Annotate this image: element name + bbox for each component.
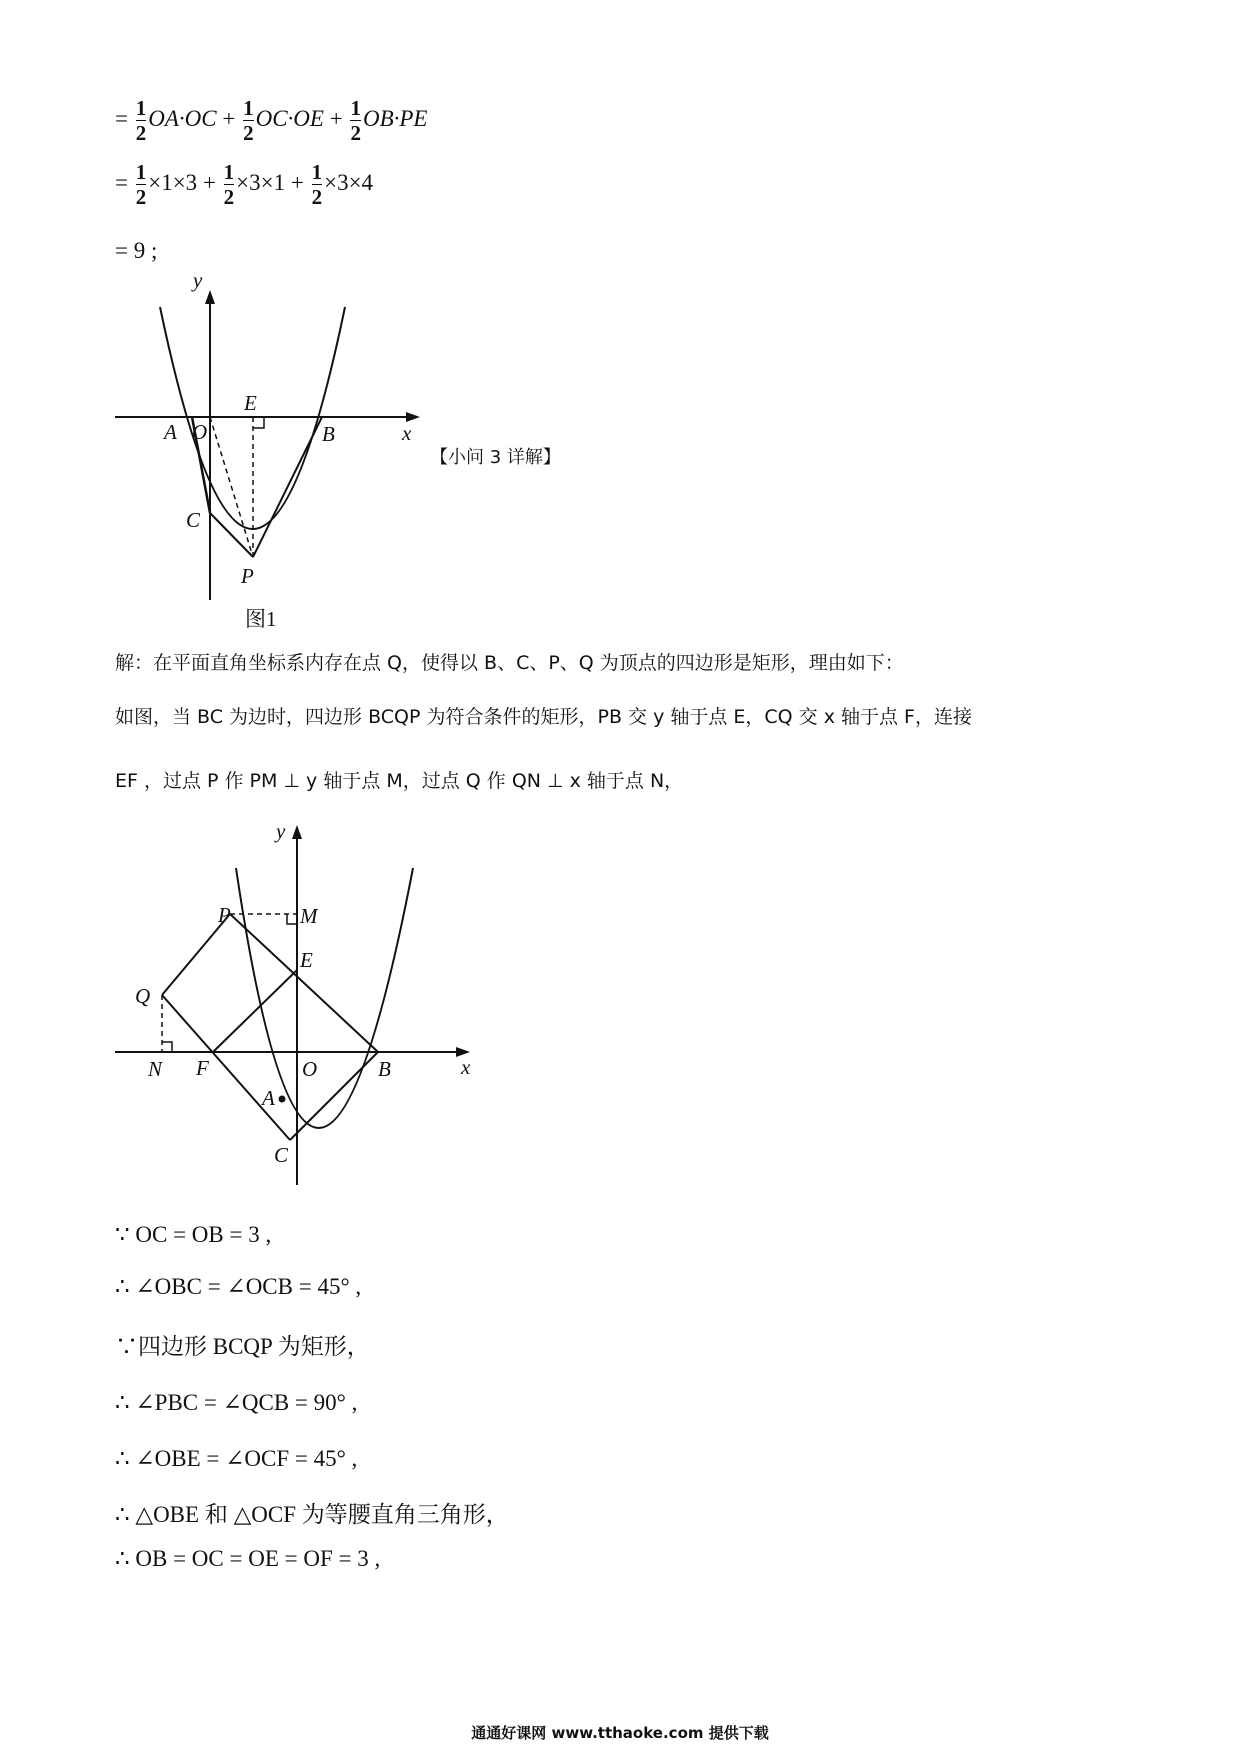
- solution-line-3: EF ，过点 P 作 PM ⊥ y 轴于点 M，过点 Q 作 QN ⊥ x 轴于点 N，: [115, 770, 684, 792]
- fraction-half: $\frac{1}{2}$: [243, 96, 254, 145]
- fig2-label-B: B: [378, 1057, 391, 1081]
- fig2-label-P: P: [218, 903, 231, 927]
- solution-line-2: 如图，当 BC 为边时，四边形 BCQP 为符合条件的矩形，PB 交 y 轴于点 E，CQ 交 x 轴于点 F，连接: [115, 706, 972, 728]
- fig2-label-M: M: [300, 904, 318, 928]
- formula-line-1: = $\frac{1}{2}$ OA·OC + $\frac{1}{2}$ OC·OE + $\frac{1}{2}$ OB·PE: [115, 96, 428, 145]
- fig1-label-B: B: [322, 422, 335, 446]
- fig1-label-y: y: [193, 268, 203, 292]
- fig1-y-arrow: [205, 290, 215, 304]
- step-1: ∵ OC = OB = 3 ,: [115, 1222, 272, 1247]
- fraction-half: $\frac{1}{2}$: [311, 160, 323, 209]
- fig1-label-O: O: [192, 420, 208, 444]
- step-7: ∴ OB = OC = OE = OF = 3 ,: [115, 1546, 381, 1571]
- term: OC·OE: [255, 105, 324, 131]
- fig1-right-angle-mark: [253, 417, 264, 428]
- figure-1-diagram: [100, 262, 440, 612]
- figure-2-diagram: [100, 815, 480, 1195]
- fig2-label-y: y: [276, 819, 286, 843]
- fig2-y-arrow: [292, 825, 302, 839]
- fig2-label-x: x: [461, 1055, 471, 1079]
- fig2-label-A: A: [262, 1086, 275, 1110]
- solution-line-1: 解：在平面直角坐标系内存在点 Q，使得以 B、C、P、Q 为顶点的四边形是矩形，理由如下：: [115, 652, 904, 674]
- fig2-point-A: [279, 1096, 286, 1103]
- equals-sign: =: [115, 105, 128, 131]
- fig1-label-x: x: [402, 421, 412, 445]
- fig1-segment-PB: [253, 417, 322, 557]
- fig2-label-N: N: [148, 1057, 163, 1081]
- fig2-label-F: F: [196, 1056, 209, 1080]
- fig1-label-P: P: [241, 564, 254, 588]
- fig1-label-E: E: [244, 391, 257, 415]
- fig2-segment-CQ: [162, 995, 290, 1140]
- fig2-label-E: E: [300, 948, 313, 972]
- step-4: ∴ ∠PBC = ∠QCB = 90° ,: [115, 1390, 358, 1415]
- step-6: ∴ △OBE 和 △OCF 为等腰直角三角形，: [115, 1502, 509, 1527]
- term: OB·PE: [362, 105, 428, 131]
- fig1-label-C: C: [186, 508, 201, 532]
- fig2-label-O: O: [302, 1057, 318, 1081]
- section-heading: 【小问 3 详解】: [430, 447, 561, 468]
- formula-line-2: = $\frac{1}{2}$ ×1×3 + $\frac{1}{2}$ ×3×1 + $\frac{1}{2}$ ×3×4: [115, 160, 374, 209]
- fraction-half: $\frac{1}{2}$: [135, 96, 147, 145]
- fig2-right-angle-mark-M: [287, 914, 297, 924]
- fraction-half: $\frac{1}{2}$: [135, 160, 147, 209]
- fig2-label-Q: Q: [135, 984, 151, 1008]
- fig2-right-angle-mark-N: [162, 1042, 172, 1052]
- step-2: ∴ ∠OBC = ∠OCB = 45° ,: [115, 1274, 362, 1299]
- term: OA·OC: [148, 105, 217, 131]
- fraction-half: $\frac{1}{2}$: [350, 96, 361, 145]
- fig2-label-C: C: [274, 1143, 289, 1167]
- page-footer: 通通好课网 www.tthaoke.com 提供下载: [471, 1724, 769, 1742]
- step-5: ∴ ∠OBE = ∠OCF = 45° ,: [115, 1446, 358, 1471]
- step-3: ∵四边形 BCQP 为矩形，: [115, 1334, 370, 1359]
- formula-line-3: = 9 ;: [115, 238, 158, 263]
- fig1-label-A: A: [164, 420, 177, 444]
- figure-1-caption: 图1: [245, 607, 277, 631]
- fig2-segment-PB: [230, 914, 378, 1052]
- fraction-half: $\frac{1}{2}$: [223, 160, 235, 209]
- fig1-segment-CP: [210, 513, 253, 557]
